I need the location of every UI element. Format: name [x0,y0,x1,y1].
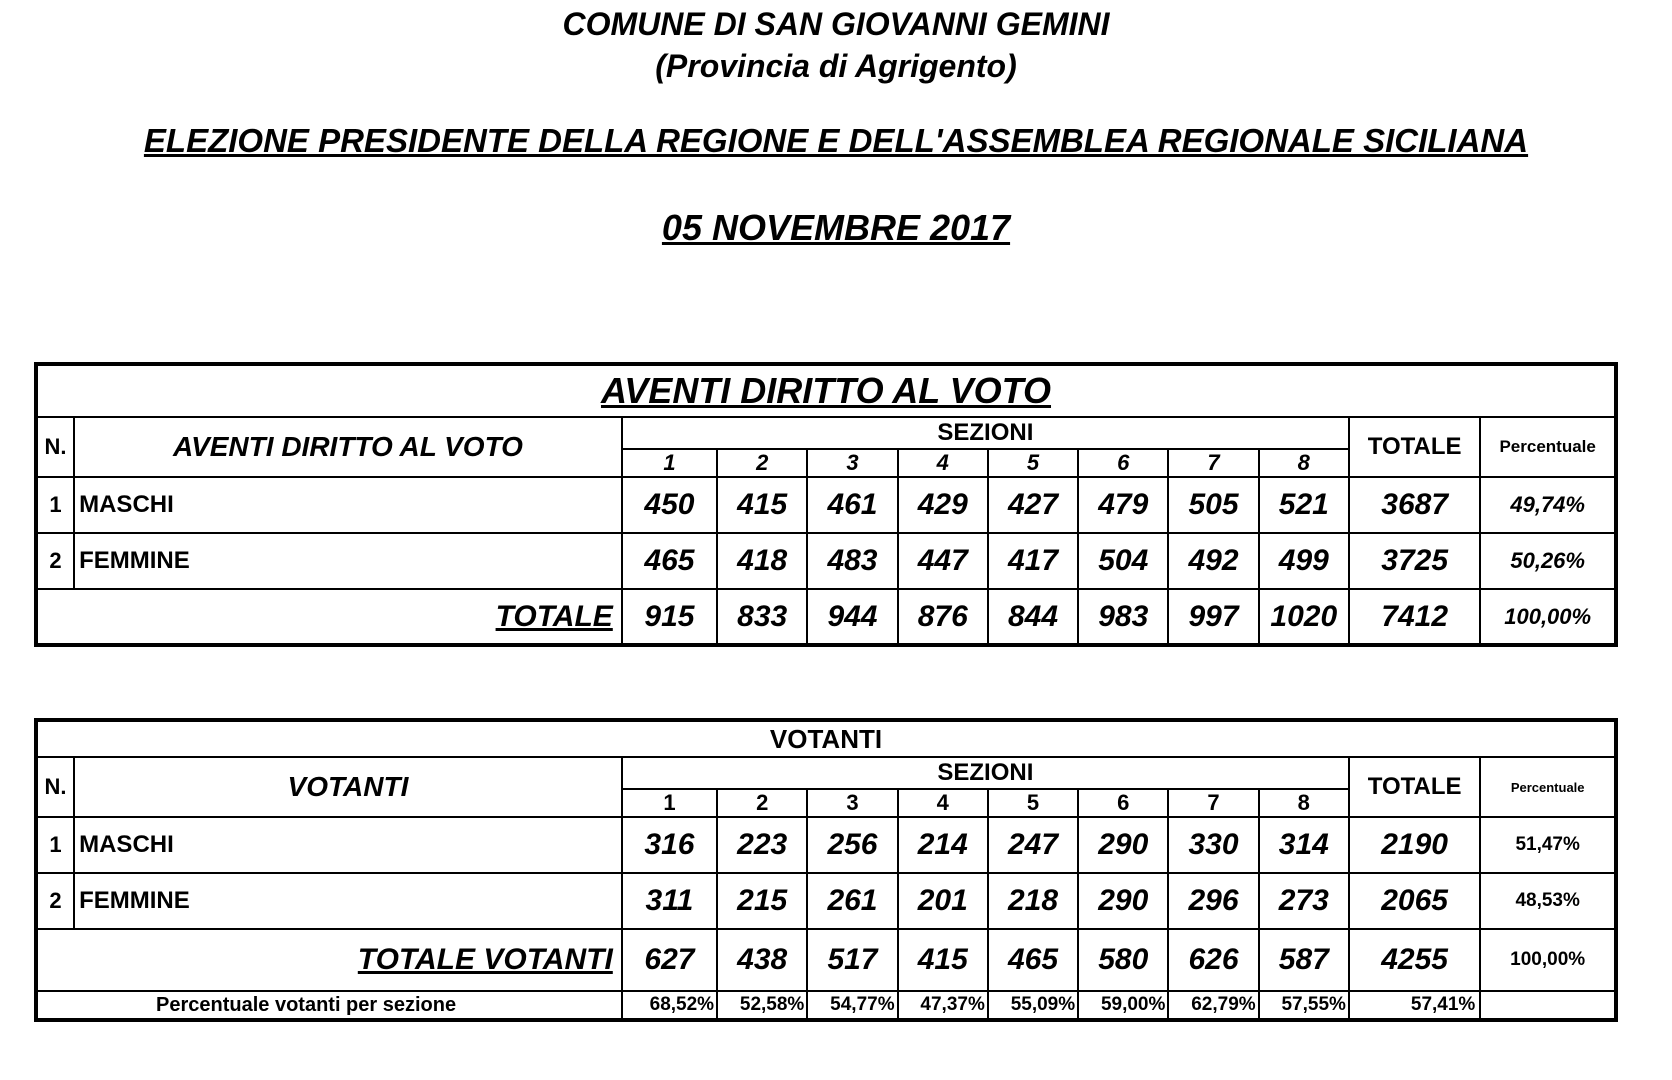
row-number: 1 [36,477,74,533]
cell-value: 330 [1168,817,1258,873]
section-number: 8 [1259,789,1349,817]
total-value: 876 [898,589,988,645]
row-label: MASCHI [74,477,622,533]
votanti-title: VOTANTI [36,720,1616,757]
cell-value: 261 [807,873,897,929]
cell-value: 505 [1168,477,1258,533]
cell-value: 223 [717,817,807,873]
cell-value: 499 [1259,533,1349,589]
section-percent: 47,37% [898,991,988,1020]
election-date [0,207,1672,249]
table-row [36,873,1616,929]
grand-percent: 100,00% [1480,589,1616,645]
grand-total: 7412 [1349,589,1480,645]
cell-value: 427 [988,477,1078,533]
section-number: 3 [807,789,897,817]
row-percent: 50,26% [1480,533,1616,589]
percent-header: Percentuale [1480,417,1616,477]
aventi-diritto-table [34,362,1618,647]
cell-value: 450 [622,477,717,533]
section-number: 1 [622,449,717,477]
cell-value: 521 [1259,477,1349,533]
election-date-text: 05 NOVEMBRE 2017 [661,207,1011,248]
row-total: 3725 [1349,533,1480,589]
total-value: 1020 [1259,589,1349,645]
provincia-subtitle: (Provincia di Agrigento) [655,48,1017,84]
total-value: 915 [622,589,717,645]
votanti-table [34,718,1618,1022]
row-total: 3687 [1349,477,1480,533]
cell-value: 247 [988,817,1078,873]
cell-value: 465 [622,533,717,589]
cell-value: 417 [988,533,1078,589]
totals-row [36,929,1616,991]
cell-value: 429 [898,477,988,533]
aventi-title [36,364,1616,417]
section-number: 1 [622,789,717,817]
section-number: 7 [1168,789,1258,817]
section-number: 5 [988,449,1078,477]
totals-label [36,589,622,645]
section-number: 3 [807,449,897,477]
cell-value: 273 [1259,873,1349,929]
section-number: 2 [717,449,807,477]
cell-value: 290 [1078,873,1168,929]
grand-percent: 100,00% [1480,929,1616,991]
section-number: 5 [988,789,1078,817]
section-percent: 62,79% [1168,991,1258,1020]
section-percent: 68,52% [622,991,717,1020]
row-total: 2190 [1349,817,1480,873]
row-total: 2065 [1349,873,1480,929]
row-header: AVENTI DIRITTO AL VOTO [74,417,622,477]
section-percent: 54,77% [807,991,897,1020]
table-row [36,533,1616,589]
total-value: 844 [988,589,1078,645]
row-number: 2 [36,873,74,929]
table-title-row [36,364,1616,417]
percent-per-section-label: Percentuale votanti per sezione [36,991,622,1020]
section-percent: 57,55% [1259,991,1349,1020]
comune-title: COMUNE DI SAN GIOVANNI GEMINI [562,6,1110,42]
total-value: 517 [807,929,897,991]
sezioni-header: SEZIONI [622,417,1349,449]
row-number: 2 [36,533,74,589]
section-number: 8 [1259,449,1349,477]
cell-value: 461 [807,477,897,533]
total-value: 465 [988,929,1078,991]
total-value: 833 [717,589,807,645]
totals-label-text: TOTALE VOTANTI [357,943,613,976]
row-percent: 49,74% [1480,477,1616,533]
n-header: N. [36,757,74,817]
totals-label [36,929,622,991]
table-row [36,477,1616,533]
total-value: 627 [622,929,717,991]
header-row [36,417,1616,449]
cell-value: 314 [1259,817,1349,873]
row-percent: 51,47% [1480,817,1616,873]
percent-per-section-row [36,991,1616,1020]
overall-percent: 57,41% [1349,991,1480,1020]
cell-value: 479 [1078,477,1168,533]
totals-label-text: TOTALE [495,599,613,633]
cell-value: 447 [898,533,988,589]
totale-header: TOTALE [1349,417,1480,477]
total-value: 626 [1168,929,1258,991]
n-header: N. [36,417,74,477]
total-value: 983 [1078,589,1168,645]
section-number: 7 [1168,449,1258,477]
section-percent: 52,58% [717,991,807,1020]
percent-header: Percentuale [1480,757,1616,817]
totale-header: TOTALE [1349,757,1480,817]
grand-total: 4255 [1349,929,1480,991]
section-number: 2 [717,789,807,817]
total-value: 415 [898,929,988,991]
sezioni-header: SEZIONI [622,757,1349,789]
table-title-row [36,720,1616,757]
election-title-text: ELEZIONE PRESIDENTE DELLA REGIONE E DELL'ASSEMBLEA REGIONALE SICILIANA [143,122,1529,159]
cell-value: 201 [898,873,988,929]
row-label: MASCHI [74,817,622,873]
row-label: FEMMINE [74,873,622,929]
section-percent: 55,09% [988,991,1078,1020]
total-value: 997 [1168,589,1258,645]
cell-value: 483 [807,533,897,589]
empty-cell [1480,991,1616,1020]
cell-value: 311 [622,873,717,929]
row-number: 1 [36,817,74,873]
row-label: FEMMINE [74,533,622,589]
totals-row [36,589,1616,645]
section-number: 6 [1078,789,1168,817]
total-value: 580 [1078,929,1168,991]
cell-value: 256 [807,817,897,873]
total-value: 944 [807,589,897,645]
cell-value: 492 [1168,533,1258,589]
election-title [0,122,1672,160]
section-number: 4 [898,789,988,817]
cell-value: 214 [898,817,988,873]
cell-value: 415 [717,477,807,533]
section-number: 4 [898,449,988,477]
cell-value: 504 [1078,533,1168,589]
section-percent: 59,00% [1078,991,1168,1020]
cell-value: 218 [988,873,1078,929]
row-header: VOTANTI [74,757,622,817]
cell-value: 418 [717,533,807,589]
cell-value: 316 [622,817,717,873]
header-row [36,757,1616,789]
aventi-title-text: AVENTI DIRITTO AL VOTO [600,370,1052,411]
total-value: 587 [1259,929,1349,991]
table-row [36,817,1616,873]
cell-value: 296 [1168,873,1258,929]
cell-value: 290 [1078,817,1168,873]
row-percent: 48,53% [1480,873,1616,929]
cell-value: 215 [717,873,807,929]
total-value: 438 [717,929,807,991]
section-number: 6 [1078,449,1168,477]
